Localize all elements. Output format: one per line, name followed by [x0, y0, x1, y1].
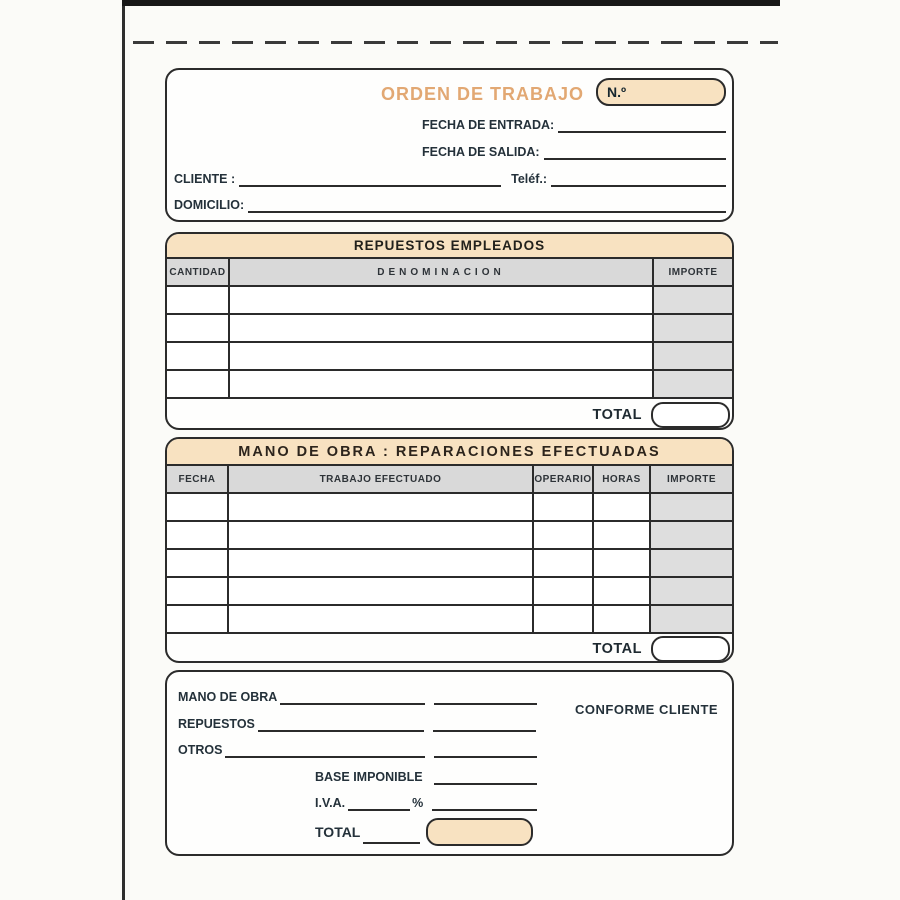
empty-cell-fecha [167, 549, 228, 577]
scan-edge-line [122, 0, 125, 900]
line-gap [424, 720, 433, 732]
repuestos-panel [165, 232, 734, 430]
empty-cell-operario [533, 493, 593, 521]
telefono-blank-line [551, 174, 726, 187]
empty-cell-operario [533, 605, 593, 633]
summary-repuestos-amount-line [433, 720, 536, 732]
empty-cell-horas [593, 521, 650, 549]
summary-row-repuestos [178, 717, 536, 732]
repuestos-total-label: TOTAL [592, 407, 642, 423]
summary-mano-line [280, 693, 425, 705]
empty-cell-operario [533, 577, 593, 605]
empty-cell-fecha [167, 605, 228, 633]
column-header-importe: IMPORTE [653, 259, 732, 286]
empty-cell-trabajo-efectuado [228, 577, 533, 605]
empty-cell-operario [533, 521, 593, 549]
table-row [167, 314, 732, 342]
summary-row-mano-de-obra [178, 690, 537, 705]
summary-mano-amount-line [434, 693, 537, 705]
field-fecha-salida [422, 145, 726, 160]
empty-cell-fecha [167, 521, 228, 549]
table-row [167, 549, 732, 577]
order-header-panel [165, 68, 734, 222]
iva-rate-blank-line [348, 799, 410, 811]
mano-de-obra-panel [165, 437, 734, 663]
empty-cell-cantidad [167, 314, 229, 342]
repuestos-table [167, 259, 732, 399]
empty-cell-importe [650, 577, 732, 605]
field-cliente [174, 172, 726, 187]
line-gap [425, 746, 434, 758]
empty-cell-cantidad [167, 342, 229, 370]
summary-repuestos-label: REPUESTOS [178, 717, 255, 731]
empty-cell-cantidad [167, 286, 229, 314]
empty-cell-denominacion [229, 342, 653, 370]
summary-row-iva [315, 796, 537, 811]
summary-otros-label: OTROS [178, 743, 223, 757]
summary-mano-label: MANO DE OBRA [178, 690, 278, 704]
mano-de-obra-total-box [651, 636, 730, 662]
table-row [167, 342, 732, 370]
fecha-entrada-label: FECHA DE ENTRADA: [422, 118, 555, 132]
iva-label: I.V.A. [315, 796, 346, 810]
mano-de-obra-section-title: MANO DE OBRA : REPARACIONES EFECTUADAS [167, 439, 732, 466]
line-gap [425, 693, 434, 705]
field-fecha-entrada [422, 118, 726, 133]
column-header-fecha: FECHA [167, 466, 228, 493]
summary-row-base-imponible [315, 770, 537, 785]
field-domicilio [174, 198, 726, 213]
empty-cell-denominacion [229, 286, 653, 314]
column-header-importe: IMPORTE [650, 466, 732, 493]
empty-cell-horas [593, 549, 650, 577]
conforme-cliente-label: CONFORME CLIENTE [575, 702, 719, 717]
empty-cell-horas [593, 605, 650, 633]
summary-panel [165, 670, 734, 856]
order-number-label: N.º [607, 84, 627, 100]
mano-de-obra-table [167, 466, 732, 634]
empty-cell-importe [653, 370, 732, 398]
grand-total-blank-line [363, 832, 420, 844]
summary-otros-amount-line [434, 746, 537, 758]
table-row [167, 493, 732, 521]
empty-cell-importe [650, 493, 732, 521]
empty-cell-operario [533, 549, 593, 577]
scan-top-bar [122, 0, 780, 6]
domicilio-blank-line [248, 200, 726, 213]
empty-cell-denominacion [229, 370, 653, 398]
summary-row-otros [178, 743, 537, 758]
perforation-dashed-line [133, 41, 778, 44]
empty-cell-trabajo-efectuado [228, 549, 533, 577]
grand-total-box [426, 818, 533, 846]
table-row [167, 577, 732, 605]
mano-de-obra-total-row [167, 634, 732, 663]
repuestos-section-title: REPUESTOS EMPLEADOS [167, 234, 732, 259]
form-title: ORDEN DE TRABAJO [380, 84, 584, 104]
column-header-horas: HORAS [593, 466, 650, 493]
fecha-salida-blank-line [544, 147, 726, 160]
fecha-salida-label: FECHA DE SALIDA: [422, 145, 540, 159]
column-header-trabajo-efectuado: TRABAJO EFECTUADO [228, 466, 533, 493]
summary-otros-line [225, 746, 425, 758]
empty-cell-cantidad [167, 370, 229, 398]
empty-cell-importe [650, 521, 732, 549]
empty-cell-importe [653, 286, 732, 314]
mano-de-obra-total-label: TOTAL [592, 641, 642, 657]
empty-cell-trabajo-efectuado [228, 521, 533, 549]
grand-total-label: TOTAL [315, 823, 361, 840]
column-header-operario: OPERARIO [533, 466, 593, 493]
order-number-box [596, 78, 726, 106]
table-row [167, 370, 732, 398]
table-row [167, 605, 732, 633]
iva-amount-line [432, 799, 537, 811]
telefono-label: Teléf.: [511, 172, 547, 186]
empty-cell-trabajo-efectuado [228, 605, 533, 633]
fecha-entrada-blank-line [558, 120, 726, 133]
empty-cell-fecha [167, 577, 228, 605]
empty-cell-horas [593, 493, 650, 521]
column-header-cantidad: CANTIDAD [167, 259, 229, 286]
empty-cell-importe [653, 342, 732, 370]
empty-cell-importe [650, 605, 732, 633]
summary-repuestos-line [258, 720, 424, 732]
repuestos-total-box [651, 402, 730, 428]
percent-sign: % [412, 796, 424, 810]
base-imponible-amount-line [434, 773, 537, 785]
empty-cell-importe [650, 549, 732, 577]
table-row [167, 286, 732, 314]
empty-cell-trabajo-efectuado [228, 493, 533, 521]
summary-row-total [315, 818, 533, 846]
repuestos-total-row [167, 399, 732, 430]
cliente-blank-line [239, 174, 501, 187]
empty-cell-fecha [167, 493, 228, 521]
empty-cell-denominacion [229, 314, 653, 342]
base-imponible-label: BASE IMPONIBLE [315, 770, 423, 784]
empty-cell-horas [593, 577, 650, 605]
table-row [167, 521, 732, 549]
empty-cell-importe [653, 314, 732, 342]
domicilio-label: DOMICILIO: [174, 198, 245, 212]
column-header-denominacion: DENOMINACION [229, 259, 653, 286]
cliente-label: CLIENTE : [174, 172, 236, 186]
